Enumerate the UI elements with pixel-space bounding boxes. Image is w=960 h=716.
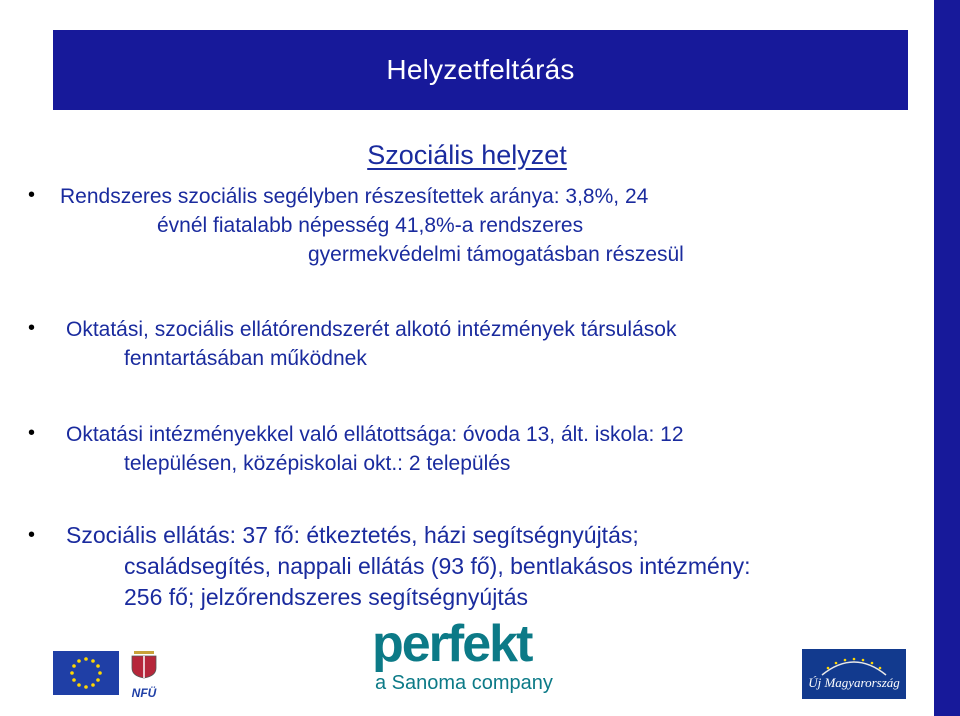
bullet-dot-icon: • [28,317,36,339]
bullet-dot-icon: • [28,422,36,444]
uj-magyarorszag-icon [802,649,906,699]
page-title: Helyzetfeltárás [386,54,575,85]
bullet-dot-icon: • [28,184,36,206]
hungarian-coat-of-arms-logo [124,647,164,701]
uj-magyarorszag-label: Új Magyarország [808,675,900,690]
nfu-label: NFÜ [131,686,157,700]
perfekt-tagline: a Sanoma company [375,672,553,694]
eu-stars-icon [53,651,119,695]
right-edge-strip [934,0,960,716]
perfekt-wordmark: perfekt [372,615,532,673]
header-bar [53,30,908,110]
bullet-text: Rendszeres szociális segélyben részesítettek aránya: 3,8%, 24 évnél fiatalabb népesség 41,8%-a rendszeres gyermekvédelmi támogatásban részesül [60,185,684,266]
section-title: Szociális helyzet [367,140,567,170]
bullet-text: Oktatási, szociális ellátórendszerét alkotó intézmények társulások fenntartásában működnek [66,318,677,370]
uj-magyarorszag-logo [802,649,906,699]
bullet-text: Szociális ellátás: 37 fő: étkeztetés, házi segítségnyújtás; családsegítés, nappali ellátás (93 fő), bentlakásos intézmény: 256 fő; jelzőrendszeres segítségnyújtás [66,522,751,610]
bullet-dot-icon: • [28,524,36,546]
perfekt-logo [372,615,562,702]
bullet-text: Oktatási intézményekkel való ellátottsága: óvoda 13, ált. iskola: 12 településen, középiskolai okt.: 2 település [66,423,684,475]
eu-flag-logo [53,651,119,695]
coat-of-arms-icon [124,647,164,701]
